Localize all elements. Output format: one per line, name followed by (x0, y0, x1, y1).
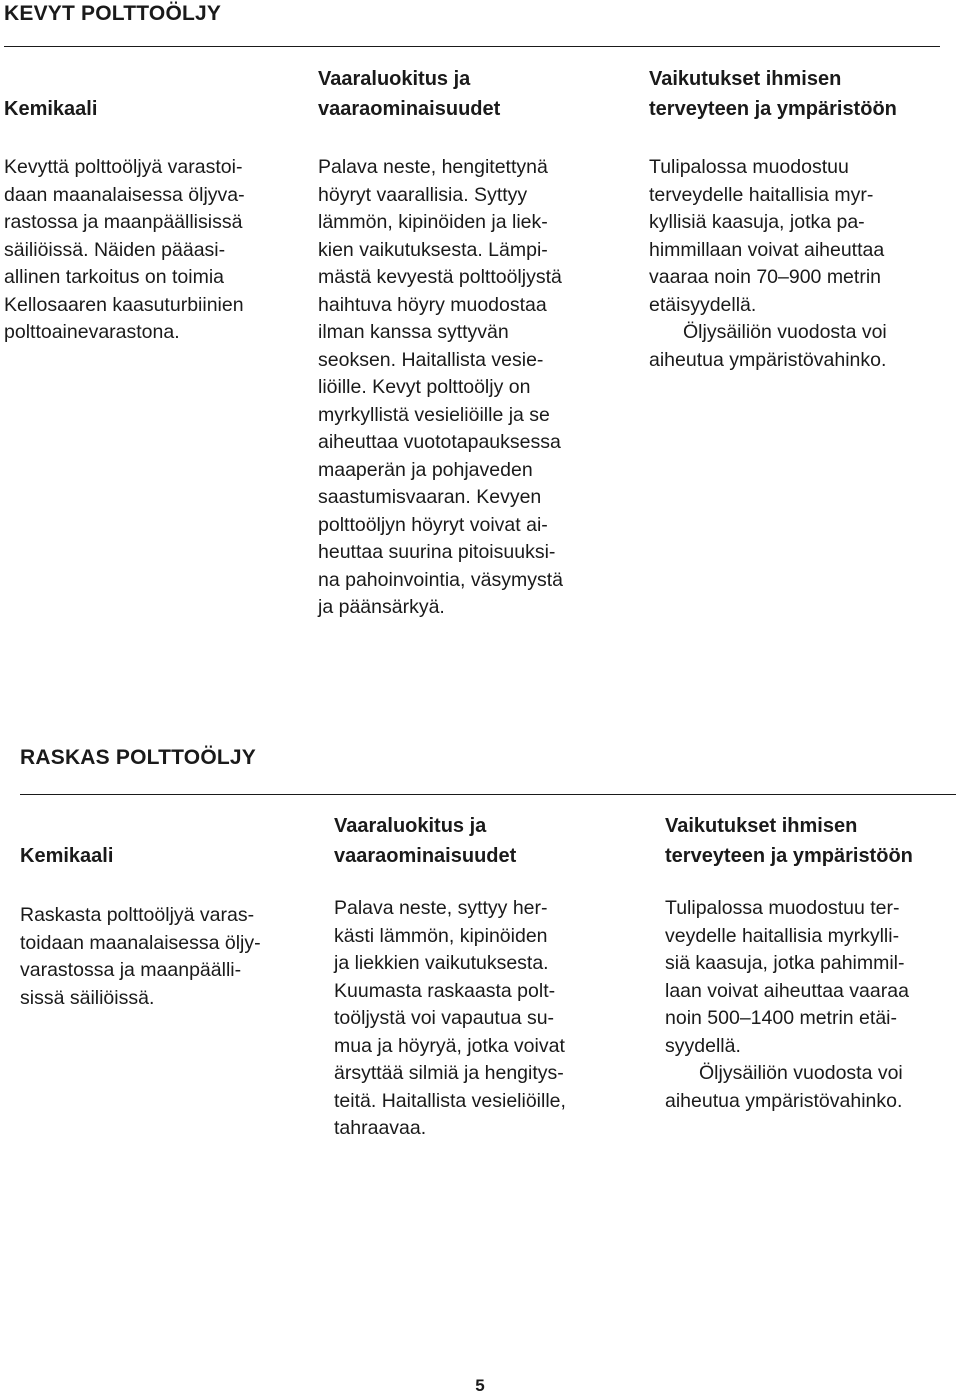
hazard-description (334, 895, 634, 1143)
text-line: ja päänsärkyä. (318, 596, 445, 618)
heading-line: Vaikutukset ihmisen (649, 68, 842, 90)
text-line: rastossa ja maanpäällisissä (4, 211, 243, 233)
hazard-description (318, 154, 628, 622)
text-line: Tulipalossa muodostuu (649, 156, 849, 178)
text-line: Tulipalossa muodostuu ter- (665, 897, 900, 919)
heading-line: Vaaraluokitus ja (318, 68, 471, 90)
text-line: liöille. Kevyt polttoöljy on (318, 376, 531, 398)
text-line: daan maanalaisessa öljyva- (4, 183, 245, 206)
text-line: toöljystä voi vapautua su- (334, 1007, 555, 1029)
text-line: Palava neste, syttyy her- (334, 897, 548, 919)
heading-line: vaaraominaisuudet (334, 845, 517, 867)
text-line: myrkyllistä vesieliöille ja se (318, 403, 550, 426)
section-divider (4, 46, 940, 47)
heading-line: Vaaraluokitus ja (334, 815, 487, 837)
health-environment-description (649, 154, 949, 374)
hazard-heading (318, 64, 500, 124)
text-line: ilman kanssa syttyvän (318, 321, 509, 343)
text-line: ärsyttää silmiä ja hengitys- (334, 1062, 564, 1084)
text-line: mua ja höyryä, jotka voivat (334, 1034, 565, 1057)
chemical-description (4, 154, 304, 347)
text-line: lämmön, kipinöiden ja liek- (318, 211, 548, 233)
text-line: seoksen. Haitallista vesie- (318, 348, 544, 371)
text-line: siä kaasuja, jotka pahimmil- (665, 952, 905, 974)
text-line: teitä. Haitallista vesieliöille, (334, 1089, 566, 1112)
text-line: varastossa ja maanpäälli- (20, 959, 242, 981)
health-environment-description (665, 895, 955, 1115)
text-line: polttoöljyn höyryt voivat ai- (318, 513, 548, 536)
page-number: 5 (475, 1376, 485, 1395)
text-line: heuttaa suurina pitoisuuksi- (318, 541, 556, 563)
chemical-heading: Kemikaali (4, 98, 98, 120)
heading-line: vaaraominaisuudet (318, 98, 501, 120)
text-line: vaaraa noin 70–900 metrin (649, 266, 881, 288)
text-line: kästi lämmön, kipinöiden (334, 924, 548, 947)
text-line: Kellosaaren kaasuturbiinien (4, 293, 244, 316)
text-line: kien vaikutuksesta. Lämpi- (318, 238, 548, 261)
text-line: saastumisvaaran. Kevyen (318, 486, 542, 508)
text-line: Palava neste, hengitettynä (318, 156, 548, 178)
text-line: säiliöissä. Näiden pääasi- (4, 238, 226, 261)
text-line: syydellä. (665, 1034, 741, 1057)
text-line: etäisyydellä. (649, 293, 757, 316)
text-line: noin 500–1400 metrin etäi- (665, 1007, 897, 1029)
hazard-heading (334, 811, 516, 871)
heading-line: terveyteen ja ympäristöön (649, 98, 897, 120)
text-line: mästä kevyestä polttoöljystä (318, 266, 562, 288)
text-line: Öljysäiliön vuodosta voi (683, 321, 887, 343)
text-line: Kevyttä polttoöljyä varastoi- (4, 156, 243, 178)
text-line: Öljysäiliön vuodosta voi (699, 1062, 903, 1084)
chemical-heading: Kemikaali (20, 845, 114, 867)
chemical-description (20, 902, 320, 1012)
text-line: aiheutua ympäristövahinko. (649, 348, 887, 371)
text-line: sissä säiliöissä. (20, 986, 155, 1009)
text-line: himmillaan voivat aiheuttaa (649, 238, 885, 261)
health-environment-heading (665, 811, 913, 871)
health-environment-heading (649, 64, 897, 124)
text-line: aiheutua ympäristövahinko. (665, 1089, 903, 1112)
text-line: haihtuva höyry muodostaa (318, 293, 547, 316)
text-line: terveydelle haitallisia myr- (649, 183, 874, 206)
text-line: tahraavaa. (334, 1117, 427, 1139)
section-divider (20, 794, 956, 795)
text-line: Kuumasta raskaasta polt- (334, 979, 556, 1002)
text-line: polttoainevarastona. (4, 321, 180, 343)
heading-line: terveyteen ja ympäristöön (665, 845, 913, 867)
text-line: toidaan maanalaisessa öljy- (20, 931, 261, 954)
text-line: veydelle haitallisia myrkylli- (665, 924, 900, 947)
text-line: allinen tarkoitus on toimia (4, 266, 225, 288)
text-line: Raskasta polttoöljyä varas- (20, 904, 255, 926)
heading-line: Vaikutukset ihmisen (665, 815, 858, 837)
text-line: aiheuttaa vuototapauksessa (318, 431, 561, 453)
section-title: KEVYT POLTTOÖLJY (4, 2, 222, 25)
text-line: maaperän ja pohjaveden (318, 458, 533, 481)
text-line: na pahoinvointia, väsymystä (318, 568, 563, 591)
text-line: höyryt vaarallisia. Syttyy (318, 183, 528, 206)
text-line: ja liekkien vaikutuksesta. (334, 952, 549, 974)
section-title: RASKAS POLTTOÖLJY (20, 746, 256, 769)
text-line: kyllisiä kaasuja, jotka pa- (649, 211, 865, 233)
text-line: laan voivat aiheuttaa vaaraa (665, 979, 909, 1002)
